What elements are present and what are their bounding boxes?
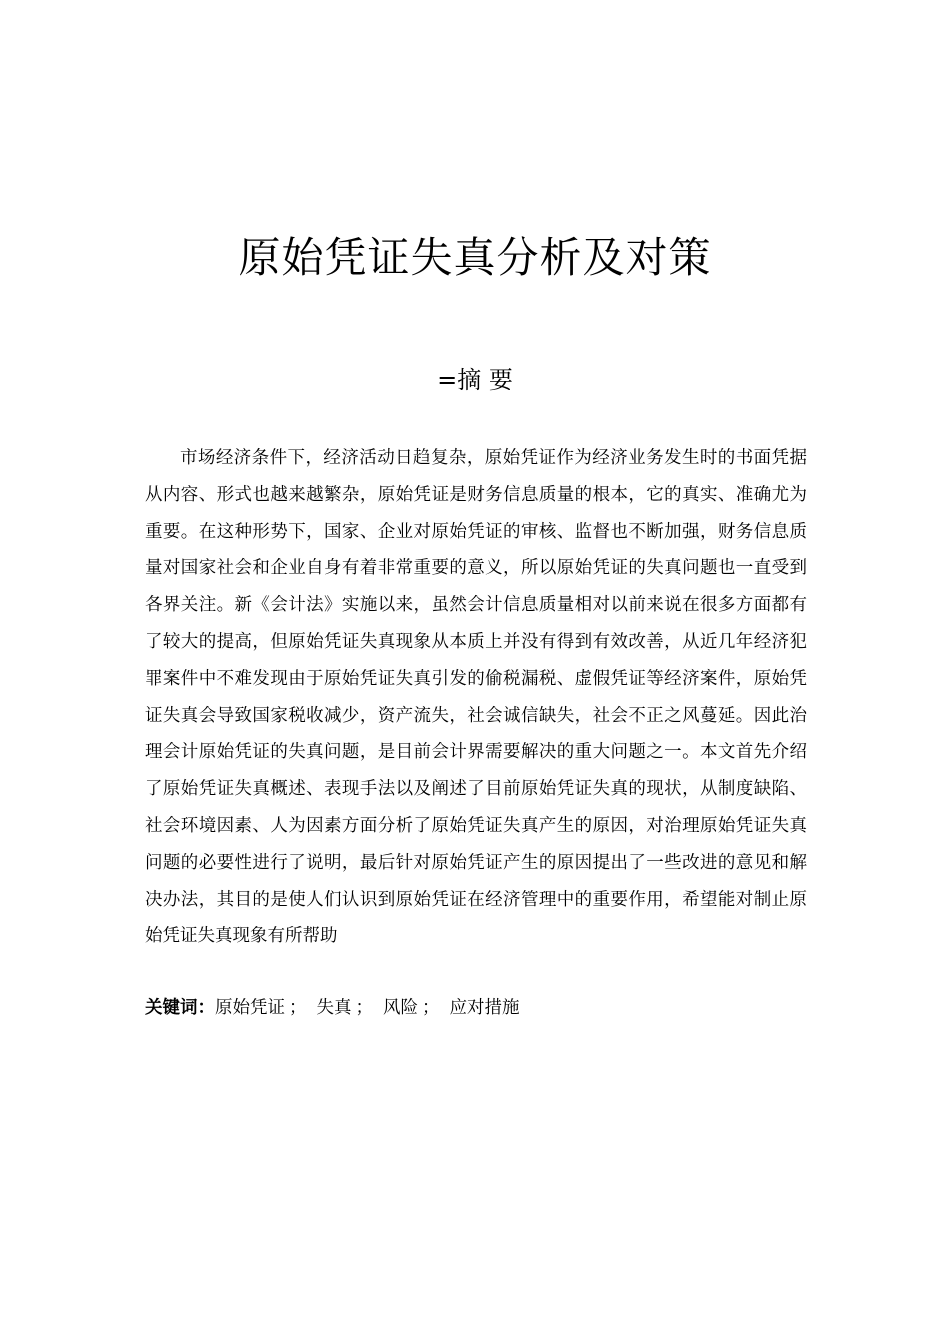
keyword-separator: ； xyxy=(355,998,373,1018)
keyword-item: 失真 xyxy=(316,998,352,1018)
keyword-item: 应对措施 xyxy=(449,998,520,1018)
keyword-item: 风险 xyxy=(383,998,418,1018)
keyword-separator: ； xyxy=(289,998,307,1018)
keywords-label: 关键词： xyxy=(145,998,215,1018)
keywords-line xyxy=(145,990,807,1026)
keyword-item: 原始凭证 xyxy=(215,998,285,1018)
document-title: 原始凭证失真分析及对策 xyxy=(238,233,712,282)
abstract-body: 市场经济条件下，经济活动日趋复杂，原始凭证作为经济业务发生时的书面凭据从内容、形式也越来越繁杂，原始凭证是财务信息质量的根本，它的真实、准确尤为重要。在这种形势下，国家、企业对原始凭证的审核、监督也不断加强，财务信息质量对国家社会和企业自身有着非常重要的意义，所以原始凭证的失真问题也一直受到各界关注。新《会计法》实施以来，虽然会计信息质量相对以前来说在很多方面都有了较大的提高，但原始凭证失真现象从本质上并没有得到有效改善，从近几年经济犯罪案件中不难发现由于原始凭证失真引发的偷税漏税、虚假凭证等经济案件，原始凭证失真会导致国家税收减少，资产流失，社会诚信缺失，社会不正之风蔓延。因此治理会计原始凭证的失真问题，是目前会计界需要解决的重大问题之一。本文首先介绍了原始凭证失真概述、表现手法以及阐述了目前原始凭证失真的现状，从制度缺陷、社会环境因素、人为因素方面分析了原始凭证失真产生的原因，对治理原始凭证失真问题的必要性进行了说明，最后针对原始凭证产生的原因提出了一些改进的意见和解决办法，其目的是使人们认识到原始凭证在经济管理中的重要作用，希望能对制止原始凭证失真现象有所帮助 xyxy=(145,448,807,947)
abstract-heading: =摘 要 xyxy=(437,366,513,394)
keyword-separator: ； xyxy=(422,998,440,1018)
